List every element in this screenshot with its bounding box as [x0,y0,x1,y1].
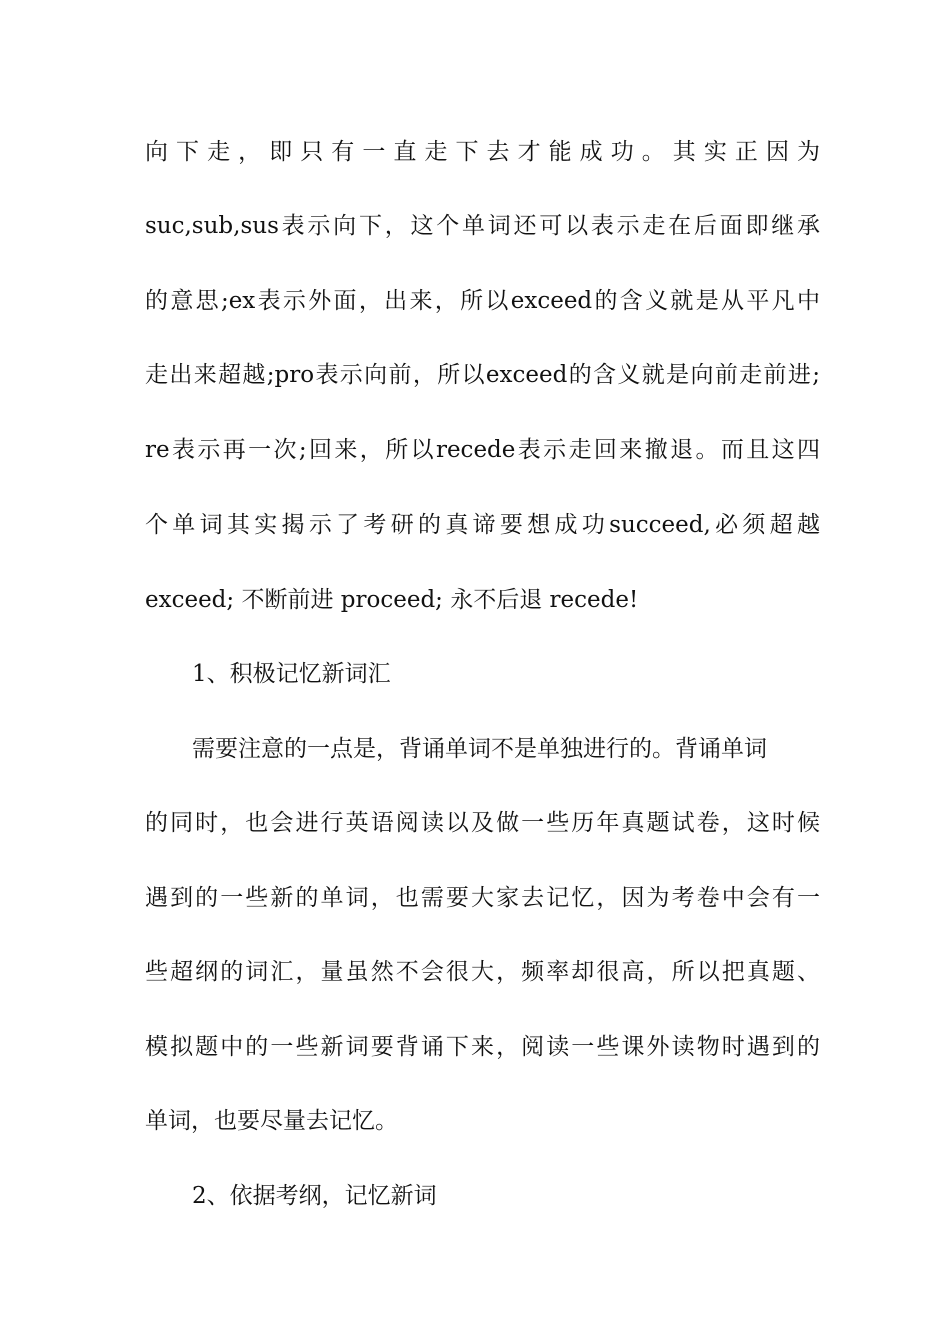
paragraph-line: 些超纲的词汇，量虽然不会很大，频率却很高，所以把真题、 [145,959,820,985]
paragraph-line: exceed; 不断前进 proceed; 永不后退 recede! [145,587,639,613]
paragraph-line: 向下走，即只有一直走下去才能成功。其实正因为 [145,139,820,165]
paragraph-line: 模拟题中的一些新词要背诵下来，阅读一些课外读物时遇到的 [145,1034,820,1060]
paragraph-line: 的同时，也会进行英语阅读以及做一些历年真题试卷，这时候 [145,810,820,836]
section-heading: 2、依据考纲，记忆新词 [192,1183,437,1209]
paragraph-line: 单词，也要尽量去记忆。 [145,1108,398,1134]
section-heading: 1、积极记忆新词汇 [192,661,391,687]
paragraph-line: 需要注意的一点是，背诵单词不是单独进行的。背诵单词 [192,736,767,762]
paragraph-line: suc,sub,sus表示向下，这个单词还可以表示走在后面即继承 [145,213,820,239]
paragraph-line: 遇到的一些新的单词，也需要大家去记忆，因为考卷中会有一 [145,885,820,911]
paragraph-line: 走出来超越;pro表示向前，所以exceed的含义就是向前走前进; [145,362,820,388]
paragraph-line: 个单词其实揭示了考研的真谛要想成功succeed,必须超越 [145,512,820,538]
paragraph-line: re表示再一次;回来，所以recede表示走回来撤退。而且这四 [145,437,820,463]
paragraph-line: 的意思;ex表示外面，出来，所以exceed的含义就是从平凡中 [145,288,820,314]
